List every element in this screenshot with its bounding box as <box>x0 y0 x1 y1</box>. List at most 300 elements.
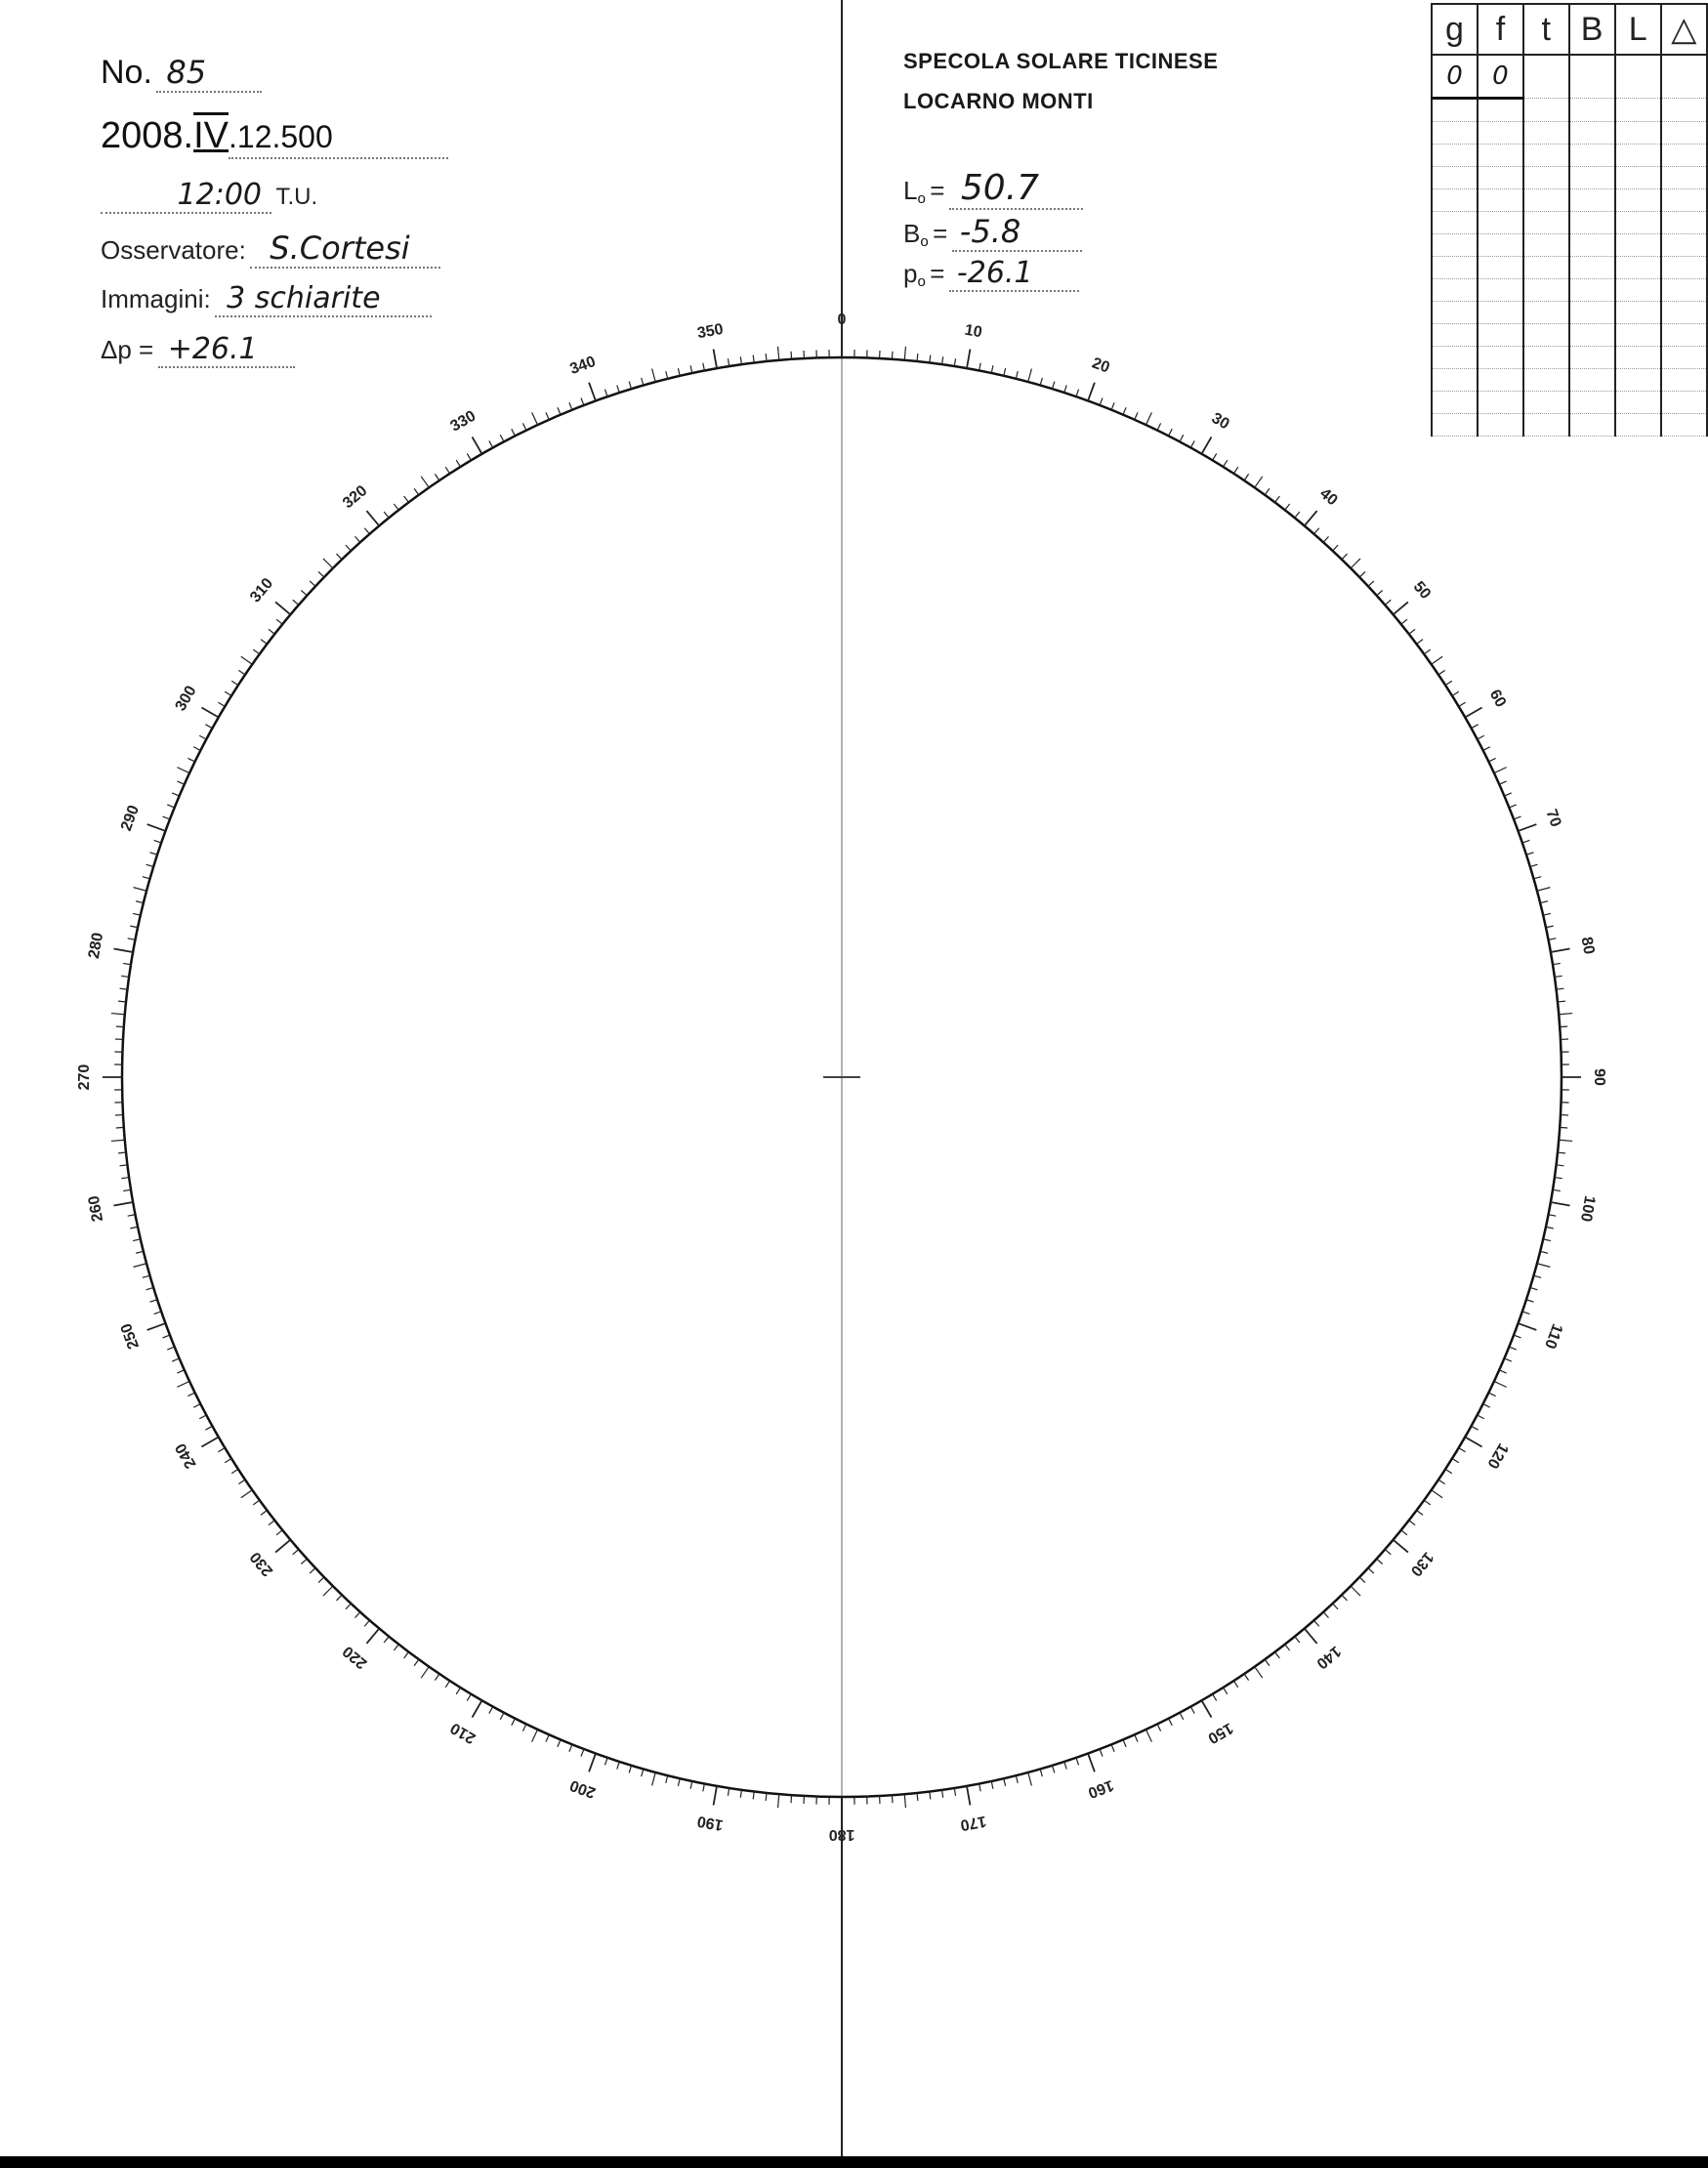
col-delta: △ <box>1661 4 1707 55</box>
dial-tick <box>1526 1300 1534 1302</box>
dial-tick <box>1351 1586 1360 1596</box>
dial-tick <box>354 1612 359 1618</box>
dial-tick <box>253 649 259 654</box>
dial-tick <box>979 363 981 371</box>
dial-tick <box>589 383 596 401</box>
images-label: Immagini: <box>101 284 211 313</box>
dial-tick <box>629 382 631 390</box>
dial-tick <box>500 1713 504 1720</box>
dial-tick <box>1483 747 1490 751</box>
delta-p-label: Δp = <box>101 335 154 364</box>
dial-tick <box>1478 1415 1484 1419</box>
param-B0-value: -5.8 <box>952 213 1082 252</box>
dial-tick <box>1546 1227 1554 1229</box>
dial-tick <box>111 1140 125 1141</box>
dial-tick <box>1537 1264 1551 1268</box>
dial-tick <box>121 976 129 977</box>
dial-tick <box>269 1521 274 1525</box>
dial-tick <box>147 824 166 831</box>
dial-tick <box>629 1766 631 1773</box>
dial-tick <box>489 1707 493 1714</box>
dial-tick <box>1064 1762 1066 1770</box>
dial-tick <box>546 412 549 419</box>
dial-tick <box>967 350 970 369</box>
delta-p-value: +26.1 <box>158 332 295 368</box>
dial-label: 170 <box>958 1812 988 1834</box>
dial-tick <box>364 1620 369 1626</box>
dial-tick <box>1111 1744 1114 1751</box>
dial-tick <box>1478 735 1484 739</box>
dial-tick <box>728 1788 729 1796</box>
images-value: 3 schiarite <box>215 281 432 317</box>
dial-tick <box>1560 1127 1567 1128</box>
dial-tick <box>1465 708 1481 718</box>
dial-tick <box>979 1783 981 1791</box>
dial-tick <box>1559 1014 1572 1015</box>
dial-tick <box>301 1559 307 1563</box>
dial-tick <box>1052 382 1054 390</box>
dial-tick <box>1052 1766 1054 1773</box>
dial-tick <box>1265 1659 1270 1665</box>
col-t: t <box>1523 4 1569 55</box>
dial-label: 240 <box>172 1439 200 1472</box>
dial-tick <box>1323 1612 1328 1618</box>
dial-tick <box>1459 1448 1466 1452</box>
dial-tick <box>558 1739 561 1746</box>
dial-tick <box>1401 1530 1407 1535</box>
dial-tick <box>162 816 169 819</box>
dial-tick <box>116 1127 124 1128</box>
dial-tick <box>522 1724 526 1730</box>
dial-tick <box>569 402 572 409</box>
dial-tick <box>1076 1758 1079 1766</box>
param-p0-sub: o <box>917 273 926 291</box>
dial-tick <box>1275 1652 1280 1658</box>
dial-tick <box>118 1001 126 1002</box>
dial-tick <box>146 1287 154 1289</box>
dial-tick <box>690 1781 692 1789</box>
dial-tick <box>522 423 526 430</box>
dial-tick <box>1028 1772 1032 1786</box>
dial-tick <box>269 629 274 634</box>
dial-tick <box>1483 1404 1490 1408</box>
dial-tick <box>414 488 419 494</box>
dial-label: 0 <box>837 312 847 329</box>
dial-tick <box>241 1490 252 1498</box>
dial-tick <box>1190 1707 1194 1714</box>
dial-tick <box>116 1026 124 1027</box>
dial-tick <box>149 1300 157 1302</box>
dial-tick <box>1314 528 1319 534</box>
param-L0-value: 50.7 <box>949 168 1083 210</box>
dial-tick <box>120 1165 128 1166</box>
dial-tick <box>456 1688 460 1694</box>
dial-tick <box>218 1448 225 1452</box>
dial-tick <box>1285 504 1290 510</box>
dial-tick <box>1342 1595 1348 1601</box>
dial-tick <box>1557 988 1564 989</box>
dial-label: 140 <box>1312 1642 1345 1672</box>
dial-tick <box>1499 781 1506 784</box>
dial-tick <box>177 1381 189 1387</box>
dial-tick <box>1146 412 1151 425</box>
dial-tick <box>942 1790 943 1798</box>
dial-tick <box>1157 423 1161 430</box>
date-rest: .12.500 <box>229 119 333 154</box>
dial-tick <box>323 1586 333 1596</box>
dial-tick <box>1559 1140 1572 1141</box>
dial-tick <box>1499 1370 1506 1373</box>
param-B0-label: B <box>903 219 921 248</box>
dial-tick <box>225 1459 231 1463</box>
dial-tick <box>1157 1724 1161 1730</box>
dial-tick <box>1424 649 1430 654</box>
dial-tick <box>1548 938 1556 940</box>
dial-tick <box>143 877 150 879</box>
param-p0-eq: = <box>930 259 945 288</box>
dial-label: 290 <box>117 803 144 834</box>
dial-tick <box>167 805 174 808</box>
dial-tick <box>930 355 931 363</box>
dial-tick <box>954 1788 955 1796</box>
dial-label: 180 <box>828 1825 855 1843</box>
dial-tick <box>1169 1719 1173 1726</box>
dial-tick <box>275 1540 290 1553</box>
dial-tick <box>766 354 767 361</box>
dial-tick <box>1514 1335 1521 1338</box>
dial-tick <box>1553 963 1561 964</box>
dial-tick <box>1064 385 1066 393</box>
dial-tick <box>146 864 154 866</box>
dial-tick <box>130 1227 138 1229</box>
dial-tick <box>1533 877 1541 879</box>
dial-tick <box>1305 511 1317 525</box>
dial-tick <box>714 1786 717 1806</box>
dial-tick <box>740 356 741 364</box>
dial-label: 340 <box>567 353 599 379</box>
dial-tick <box>1359 571 1365 577</box>
dial-tick <box>512 429 516 436</box>
dial-label: 230 <box>247 1548 277 1580</box>
dial-tick <box>500 435 504 441</box>
dial-tick <box>394 504 398 510</box>
dial-tick <box>703 363 705 371</box>
dial-tick <box>1472 725 1479 729</box>
dial-tick <box>253 1500 259 1505</box>
dial-tick <box>1551 1202 1570 1205</box>
dial-tick <box>1533 1275 1541 1277</box>
dial-tick <box>199 735 206 739</box>
dial-tick <box>1088 383 1095 401</box>
dial-tick <box>1377 590 1383 595</box>
dial-tick <box>1385 600 1391 605</box>
dial-tick <box>1180 435 1184 441</box>
dial-tick <box>1213 1694 1217 1701</box>
dial-label: 320 <box>339 482 371 513</box>
dial-tick <box>1180 1713 1184 1720</box>
dial-tick <box>364 528 369 534</box>
institution-name: SPECOLA SOLARE TICINESE <box>903 49 1219 73</box>
dial-tick <box>346 1604 351 1609</box>
dial-tick <box>1016 1775 1018 1783</box>
dial-tick <box>1123 407 1126 414</box>
dial-tick <box>134 888 147 892</box>
dial-tick <box>293 1550 299 1555</box>
dial-tick <box>569 1744 572 1751</box>
observer-label: Osservatore: <box>101 235 246 265</box>
dial-tick <box>1452 1459 1459 1463</box>
dial-tick <box>261 640 267 645</box>
dial-tick <box>942 356 943 364</box>
dial-label: 110 <box>1541 1321 1565 1352</box>
dial-label: 60 <box>1485 687 1510 711</box>
dial-tick <box>1519 1323 1537 1330</box>
dial-tick <box>1224 1688 1228 1694</box>
dial-tick <box>111 1014 125 1015</box>
dial-tick <box>445 1681 449 1688</box>
dial-tick <box>1314 1620 1319 1626</box>
dial-tick <box>904 1794 905 1808</box>
dial-label: 40 <box>1316 484 1341 510</box>
dial-tick <box>172 1358 179 1361</box>
dial-tick <box>1540 901 1548 903</box>
dial-tick <box>1323 536 1328 542</box>
dial-tick <box>690 365 692 373</box>
dial-tick <box>532 412 538 425</box>
dial-tick <box>293 600 299 605</box>
dial-tick <box>1424 1500 1430 1505</box>
dial-tick <box>532 1730 538 1742</box>
dial-label: 270 <box>76 1063 94 1091</box>
dial-tick <box>1555 976 1562 977</box>
dial-tick <box>1135 412 1138 419</box>
dial-label: 330 <box>447 407 479 436</box>
dial-tick <box>134 1264 147 1268</box>
dial-tick <box>1202 1700 1212 1717</box>
dial-tick <box>128 938 136 940</box>
dial-tick <box>147 1323 166 1330</box>
dial-tick <box>1275 496 1280 502</box>
dial-tick <box>1224 460 1228 467</box>
dial-tick <box>366 511 379 525</box>
dial-tick <box>205 1426 212 1430</box>
dial-tick <box>1100 397 1103 404</box>
dial-tick <box>241 656 252 664</box>
dial-tick <box>740 1790 741 1798</box>
date-year: 2008. <box>101 115 194 156</box>
dial-tick <box>1135 1734 1138 1741</box>
dial-tick <box>642 1769 644 1776</box>
dial-tick <box>404 1652 409 1658</box>
institution-location: LOCARNO MONTI <box>903 89 1094 113</box>
dial-label: 10 <box>963 321 983 342</box>
dial-tick <box>904 347 905 360</box>
time-value: 12:00 <box>101 178 271 214</box>
dial-tick <box>1213 453 1217 460</box>
dial-tick <box>1394 1540 1408 1553</box>
dial-tick <box>384 512 389 518</box>
dial-tick <box>143 1275 150 1277</box>
dial-tick <box>1509 1347 1516 1350</box>
dial-tick <box>1540 1251 1548 1253</box>
dial-tick <box>1285 1645 1290 1650</box>
dial-tick <box>1509 805 1516 808</box>
param-B0-sub: o <box>920 233 929 251</box>
dial-tick <box>114 1202 134 1205</box>
dial-tick <box>238 670 245 674</box>
dial-tick <box>1333 545 1338 551</box>
dial-tick <box>1432 656 1442 664</box>
col-g: g <box>1432 4 1478 55</box>
dial-tick <box>1445 681 1452 685</box>
dial-tick <box>1004 1778 1006 1786</box>
date-month: IV <box>193 115 229 156</box>
dial-tick <box>703 1783 705 1791</box>
dial-tick <box>1445 1469 1452 1473</box>
dial-tick <box>1558 1001 1565 1002</box>
dial-tick <box>1417 640 1423 645</box>
dial-tick <box>1342 554 1348 560</box>
dial-tick <box>753 1792 754 1800</box>
dial-label: 250 <box>117 1320 144 1352</box>
dial-tick <box>1557 1165 1564 1166</box>
dial-tick <box>323 559 333 568</box>
dial-tick <box>336 554 342 560</box>
dial-tick <box>121 1178 129 1179</box>
dial-tick <box>617 385 619 393</box>
dial-tick <box>1543 913 1551 915</box>
dial-tick <box>1146 1730 1151 1742</box>
dial-tick <box>1504 1358 1511 1361</box>
dial-tick <box>1452 691 1459 695</box>
dial-tick <box>1255 1667 1263 1678</box>
dial-label: 280 <box>85 931 107 961</box>
dial-tick <box>1459 702 1466 706</box>
dial-tick <box>1438 670 1445 674</box>
dial-label: 80 <box>1577 936 1598 956</box>
dial-tick <box>1551 949 1570 952</box>
dial-tick <box>193 1404 200 1408</box>
dial-tick <box>133 1239 141 1241</box>
cell-f: 0 <box>1478 55 1523 99</box>
dial-tick <box>276 1530 282 1535</box>
number-label: No. <box>101 54 152 91</box>
dial-tick <box>1377 1559 1383 1563</box>
dial-tick <box>172 793 179 796</box>
dial-tick <box>489 440 493 447</box>
dial-tick <box>136 1251 144 1253</box>
dial-tick <box>917 1793 918 1801</box>
dial-tick <box>642 378 644 386</box>
dial-tick <box>201 1438 218 1447</box>
dial-tick <box>1394 602 1408 614</box>
dial-tick <box>1530 1287 1538 1289</box>
dial-tick <box>589 1754 596 1772</box>
dial-tick <box>123 1189 131 1190</box>
dial-tick <box>187 1393 194 1397</box>
dial-tick <box>581 397 584 404</box>
dial-tick <box>177 1370 184 1373</box>
param-p0-value: -26.1 <box>949 256 1079 292</box>
dial-tick <box>1530 864 1538 866</box>
dial-tick <box>336 1595 342 1601</box>
dial-tick <box>581 1749 584 1756</box>
dial-tick <box>678 1778 680 1786</box>
dial-label: 150 <box>1204 1719 1236 1747</box>
dial-tick <box>652 1772 656 1786</box>
dial-tick <box>301 590 307 595</box>
dial-label: 120 <box>1483 1439 1512 1472</box>
dial-tick <box>154 840 162 843</box>
dial-tick <box>1359 1577 1365 1583</box>
dial-tick <box>766 1793 767 1801</box>
dial-tick <box>1333 1604 1338 1609</box>
dial-tick <box>1526 853 1534 855</box>
dial-tick <box>154 1312 162 1314</box>
param-L0-label: L <box>903 176 918 205</box>
col-L: L <box>1615 4 1661 55</box>
dial-tick <box>310 1568 315 1573</box>
dial-tick <box>1295 512 1300 518</box>
dial-tick <box>791 1795 792 1803</box>
dial-tick <box>1202 437 1212 453</box>
dial-tick <box>1465 1438 1481 1447</box>
dial-tick <box>149 853 157 855</box>
dial-tick <box>1111 402 1114 409</box>
dial-tick <box>546 1734 549 1741</box>
col-f: f <box>1478 4 1523 55</box>
dial-tick <box>892 1795 893 1803</box>
dial-tick <box>791 352 792 359</box>
dial-tick <box>1522 1312 1530 1314</box>
dial-tick <box>954 358 955 366</box>
param-p0-label: p <box>903 259 918 288</box>
dial-label: 30 <box>1208 409 1232 434</box>
dial-tick <box>604 390 607 397</box>
dial-tick <box>1488 758 1495 762</box>
dial-tick <box>435 474 438 480</box>
dial-tick <box>1555 1178 1562 1179</box>
dial-tick <box>991 1781 993 1789</box>
dial-tick <box>617 1762 619 1770</box>
dial-tick <box>1494 768 1507 773</box>
observer-value: S.Cortesi <box>250 229 440 269</box>
dial-label: 300 <box>172 683 200 715</box>
dial-tick <box>346 545 351 551</box>
dial-tick <box>753 355 754 363</box>
dial-tick <box>1016 371 1018 379</box>
dial-tick <box>275 602 290 614</box>
bottom-border <box>0 2156 1708 2168</box>
dial-tick <box>1244 1674 1248 1681</box>
dial-tick <box>177 781 184 784</box>
col-B: B <box>1569 4 1615 55</box>
dial-tick <box>1472 1426 1479 1430</box>
dial-tick <box>991 365 993 373</box>
dial-tick <box>1305 1629 1317 1644</box>
dial-label: 200 <box>567 1775 599 1802</box>
dial-tick <box>123 963 131 964</box>
dial-tick <box>1553 1189 1561 1190</box>
dial-tick <box>1494 1381 1507 1387</box>
dial-tick <box>1368 581 1374 586</box>
dial-tick <box>778 347 779 360</box>
dial-tick <box>892 352 893 359</box>
dial-tick <box>1004 368 1006 376</box>
dial-tick <box>205 725 212 729</box>
dial-tick <box>1543 1239 1551 1241</box>
dial-label: 210 <box>447 1719 479 1747</box>
